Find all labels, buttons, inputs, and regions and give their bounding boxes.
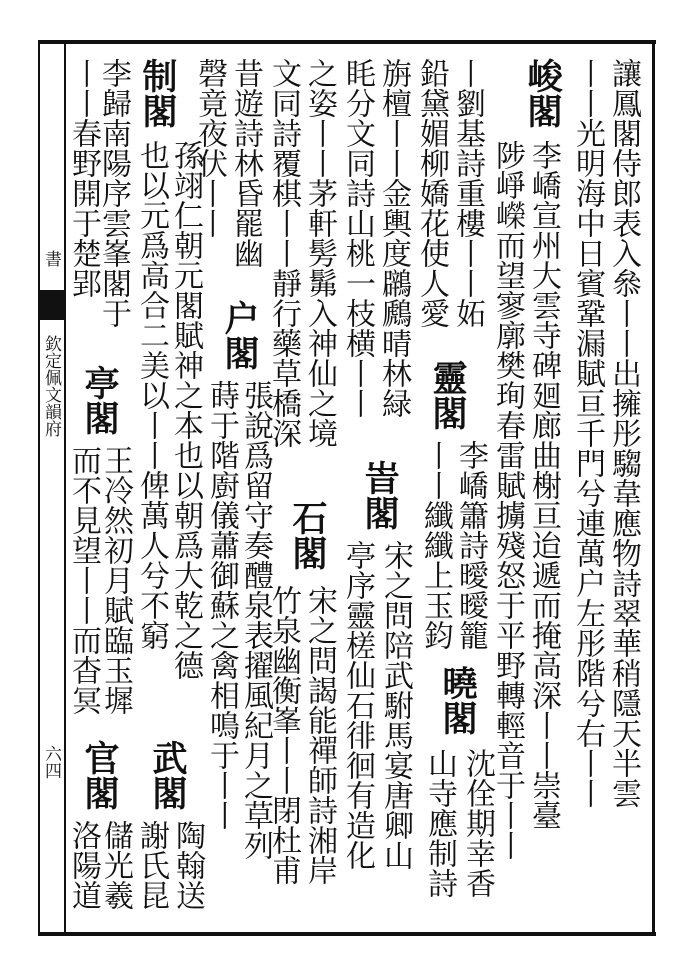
heading-guan-ge: 官閣: [79, 740, 120, 810]
heading-zhi-ge: 制閣: [137, 58, 178, 128]
bottom-border: [38, 932, 656, 936]
spine-block: [38, 290, 66, 320]
heading-shi-ge-stone: 石閣: [287, 500, 328, 570]
text-column: 宋之問謁能禪師詩湘岸: [302, 585, 337, 885]
text-column: 竹泉幽衡峯丨丨閉杜甫: [266, 585, 301, 885]
text-column: 李嶠簫詩曖曖籠: [453, 440, 488, 650]
text-column: 陶翰送: [170, 820, 205, 910]
spine-border-left: [38, 40, 40, 936]
text-column: 文同詩覆棋丨丨靜行藥草橋深: [266, 58, 301, 448]
text-column: 之姿丨丨茅軒髣髴入神仙之境: [302, 58, 337, 448]
text-column: 眊分文同詩山桃一枝横丨丨: [340, 58, 375, 418]
text-column: 洛陽道: [66, 820, 101, 910]
text-column: 磬竟夜伏丨丨: [192, 58, 227, 238]
heading-shi-ge: 峕閣: [359, 460, 400, 530]
heading-jun-ge: 峻閣: [522, 58, 563, 128]
text-column: 丨丨光明海中日賓鞏漏賦亘千門兮連萬户左彤階兮右丨丨: [570, 58, 605, 808]
spine-title: 欽定佩文韻府: [41, 335, 61, 437]
text-column: 王冷然初月賦臨玉墀: [98, 445, 133, 715]
text-column: 亭序靈槎仙石徘徊有造化: [340, 540, 375, 870]
text-column: 山寺應制詩: [422, 748, 457, 898]
text-column: 儲光羲: [98, 820, 133, 910]
text-column: 昔遊詩林昏罷幽: [228, 58, 263, 268]
heading-ling-ge: 靈閣: [427, 360, 468, 430]
text-column: 鉛黛媚柳嬌花使人愛: [414, 58, 449, 328]
text-column: 李嶠宣州大雲寺碑廻廊曲榭亘迨遞而掩高深丨丨崇臺: [526, 140, 561, 830]
page-number: 六四: [41, 745, 61, 779]
text-column: 也以元爲高合二美以丨丨俾萬人兮不窮: [134, 140, 169, 650]
text-column: 陟崢嶸而望寥廓樊珣春雷賦擄殘怒于平野轉輕音于丨丨: [490, 140, 525, 860]
text-column: 蒔于階廚儀蕭御蘇之禽相鳴于丨丨: [204, 380, 239, 830]
text-column: 而不見望丨丨而杳冥: [66, 445, 101, 715]
text-column: 張說爲留守奏醴泉表擢風紀月之草列: [238, 380, 273, 860]
text-column: 旃檀丨丨金輿度鸊鷉晴林緑: [376, 58, 411, 418]
top-border: [38, 40, 656, 44]
heading-wu-ge: 武閣: [147, 740, 188, 810]
heading-hu-ge: 户閣: [219, 300, 260, 370]
text-column: 李歸南陽序雲峯閣于: [96, 58, 131, 328]
spine-book-mark: 書: [41, 250, 61, 267]
text-column: 丨劉基詩重樓丨丨妬: [450, 58, 485, 328]
right-border: [652, 40, 655, 936]
text-column: 丨丨纖纖上玉鈞: [418, 440, 453, 650]
text-column: 讓鳳閣侍郎表入叅丨丨出擁彤騶韋應物詩翠華稍隱天半雲: [606, 58, 641, 808]
text-column: 宋之問陪武駙馬宴唐卿山: [378, 540, 413, 870]
text-column: 謝氏昆: [134, 820, 169, 910]
text-column: 沈佺期幸香: [460, 748, 495, 898]
text-column: 孫翊仁朝元閣賦神之本也以朝爲大乾之德: [168, 140, 203, 680]
heading-ting-ge: 亭閣: [79, 365, 120, 435]
heading-xiao-ge: 曉閣: [437, 665, 478, 735]
text-column: 丨丨春野開于楚郢: [66, 58, 101, 298]
